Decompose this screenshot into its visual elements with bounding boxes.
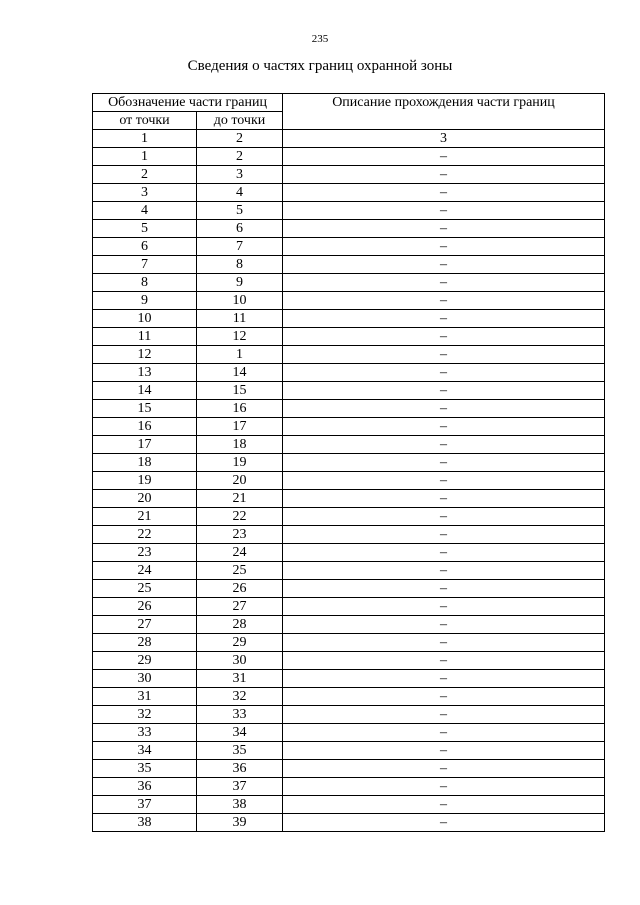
to-point-cell: 28 (197, 616, 283, 634)
from-point-cell: 38 (93, 814, 197, 832)
description-cell: – (283, 634, 605, 652)
table-row (93, 814, 605, 832)
description-cell: 3 (283, 130, 605, 148)
description-cell: – (283, 814, 605, 832)
description-cell: – (283, 310, 605, 328)
description-cell: – (283, 508, 605, 526)
table-row (93, 454, 605, 472)
from-point-cell: 15 (93, 400, 197, 418)
from-point-cell: 12 (93, 346, 197, 364)
description-cell: – (283, 274, 605, 292)
description-cell: – (283, 598, 605, 616)
from-point-cell: 9 (93, 292, 197, 310)
description-cell: – (283, 472, 605, 490)
description-cell: – (283, 202, 605, 220)
table-row (93, 238, 605, 256)
from-point-cell: 6 (93, 238, 197, 256)
description-cell: – (283, 526, 605, 544)
from-point-cell: 19 (93, 472, 197, 490)
table-row (93, 346, 605, 364)
to-point-cell: 8 (197, 256, 283, 274)
to-point-cell: 39 (197, 814, 283, 832)
page-number: 235 (311, 33, 329, 45)
to-point-cell: 31 (197, 670, 283, 688)
table-row (93, 418, 605, 436)
description-cell: – (283, 220, 605, 238)
from-point-cell: 21 (93, 508, 197, 526)
table-row (93, 256, 605, 274)
header-to-point: до точки (197, 112, 283, 130)
to-point-cell: 4 (197, 184, 283, 202)
to-point-cell: 22 (197, 508, 283, 526)
table-row (93, 328, 605, 346)
to-point-cell: 9 (197, 274, 283, 292)
to-point-cell: 24 (197, 544, 283, 562)
from-point-cell: 13 (93, 364, 197, 382)
from-point-cell: 1 (93, 148, 197, 166)
to-point-cell: 23 (197, 526, 283, 544)
to-point-cell: 1 (197, 346, 283, 364)
description-cell: – (283, 166, 605, 184)
table-row (93, 580, 605, 598)
to-point-cell: 25 (197, 562, 283, 580)
from-point-cell: 34 (93, 742, 197, 760)
to-point-cell: 34 (197, 724, 283, 742)
table-row (93, 220, 605, 238)
table-row (93, 598, 605, 616)
table-row (93, 382, 605, 400)
table-row (93, 724, 605, 742)
to-point-cell: 29 (197, 634, 283, 652)
to-point-cell: 36 (197, 760, 283, 778)
table-row (93, 562, 605, 580)
from-point-cell: 35 (93, 760, 197, 778)
table-row (93, 706, 605, 724)
boundary-parts-table (92, 93, 605, 832)
to-point-cell: 3 (197, 166, 283, 184)
to-point-cell: 37 (197, 778, 283, 796)
table-row (93, 184, 605, 202)
header-from-point: от точки (93, 112, 197, 130)
description-cell: – (283, 580, 605, 598)
table-row (93, 544, 605, 562)
from-point-cell: 27 (93, 616, 197, 634)
to-point-cell: 5 (197, 202, 283, 220)
description-cell: – (283, 148, 605, 166)
from-point-cell: 14 (93, 382, 197, 400)
description-cell: – (283, 490, 605, 508)
to-point-cell: 27 (197, 598, 283, 616)
description-cell: – (283, 796, 605, 814)
table-row (93, 760, 605, 778)
table-row (93, 778, 605, 796)
description-cell: – (283, 778, 605, 796)
description-cell: – (283, 184, 605, 202)
from-point-cell: 16 (93, 418, 197, 436)
from-point-cell: 1 (93, 130, 197, 148)
description-cell: – (283, 688, 605, 706)
table-row (93, 166, 605, 184)
description-cell: – (283, 706, 605, 724)
from-point-cell: 30 (93, 670, 197, 688)
to-point-cell: 32 (197, 688, 283, 706)
to-point-cell: 11 (197, 310, 283, 328)
description-cell: – (283, 724, 605, 742)
from-point-cell: 31 (93, 688, 197, 706)
description-cell: – (283, 346, 605, 364)
to-point-cell: 35 (197, 742, 283, 760)
description-cell: – (283, 364, 605, 382)
to-point-cell: 10 (197, 292, 283, 310)
from-point-cell: 29 (93, 652, 197, 670)
to-point-cell: 20 (197, 472, 283, 490)
table-row (93, 310, 605, 328)
from-point-cell: 10 (93, 310, 197, 328)
to-point-cell: 14 (197, 364, 283, 382)
to-point-cell: 15 (197, 382, 283, 400)
from-point-cell: 4 (93, 202, 197, 220)
from-point-cell: 24 (93, 562, 197, 580)
to-point-cell: 26 (197, 580, 283, 598)
to-point-cell: 38 (197, 796, 283, 814)
description-cell: – (283, 670, 605, 688)
from-point-cell: 5 (93, 220, 197, 238)
table-header (93, 94, 605, 130)
table-row (93, 490, 605, 508)
to-point-cell: 2 (197, 130, 283, 148)
from-point-cell: 8 (93, 274, 197, 292)
header-description: Описание прохождения части границ (283, 94, 605, 130)
header-boundary-designation: Обозначение части границ (93, 94, 283, 112)
table-row (93, 508, 605, 526)
to-point-cell: 33 (197, 706, 283, 724)
table-row (93, 148, 605, 166)
to-point-cell: 7 (197, 238, 283, 256)
description-cell: – (283, 760, 605, 778)
from-point-cell: 3 (93, 184, 197, 202)
description-cell: – (283, 400, 605, 418)
to-point-cell: 6 (197, 220, 283, 238)
description-cell: – (283, 436, 605, 454)
description-cell: – (283, 382, 605, 400)
from-point-cell: 7 (93, 256, 197, 274)
to-point-cell: 18 (197, 436, 283, 454)
to-point-cell: 12 (197, 328, 283, 346)
from-point-cell: 37 (93, 796, 197, 814)
from-point-cell: 18 (93, 454, 197, 472)
table-row (93, 634, 605, 652)
to-point-cell: 21 (197, 490, 283, 508)
document-title: Сведения о частях границ охранной зоны (187, 58, 453, 74)
table-row (93, 364, 605, 382)
description-cell: – (283, 742, 605, 760)
table-row (93, 616, 605, 634)
to-point-cell: 19 (197, 454, 283, 472)
table-row (93, 472, 605, 490)
table-body (93, 130, 605, 832)
description-cell: – (283, 292, 605, 310)
description-cell: – (283, 652, 605, 670)
table-row (93, 526, 605, 544)
to-point-cell: 30 (197, 652, 283, 670)
table-row (93, 742, 605, 760)
from-point-cell: 17 (93, 436, 197, 454)
table-row (93, 436, 605, 454)
table-row (93, 130, 605, 148)
from-point-cell: 28 (93, 634, 197, 652)
description-cell: – (283, 238, 605, 256)
from-point-cell: 26 (93, 598, 197, 616)
description-cell: – (283, 418, 605, 436)
description-cell: – (283, 454, 605, 472)
from-point-cell: 36 (93, 778, 197, 796)
from-point-cell: 20 (93, 490, 197, 508)
table-row (93, 796, 605, 814)
description-cell: – (283, 328, 605, 346)
from-point-cell: 32 (93, 706, 197, 724)
to-point-cell: 17 (197, 418, 283, 436)
to-point-cell: 16 (197, 400, 283, 418)
from-point-cell: 2 (93, 166, 197, 184)
from-point-cell: 23 (93, 544, 197, 562)
description-cell: – (283, 616, 605, 634)
from-point-cell: 25 (93, 580, 197, 598)
table-row (93, 400, 605, 418)
description-cell: – (283, 544, 605, 562)
table-row (93, 274, 605, 292)
table-row (93, 688, 605, 706)
table-row (93, 670, 605, 688)
description-cell: – (283, 562, 605, 580)
from-point-cell: 11 (93, 328, 197, 346)
description-cell: – (283, 256, 605, 274)
to-point-cell: 2 (197, 148, 283, 166)
table-row (93, 292, 605, 310)
from-point-cell: 33 (93, 724, 197, 742)
table-row (93, 652, 605, 670)
table-row (93, 202, 605, 220)
from-point-cell: 22 (93, 526, 197, 544)
